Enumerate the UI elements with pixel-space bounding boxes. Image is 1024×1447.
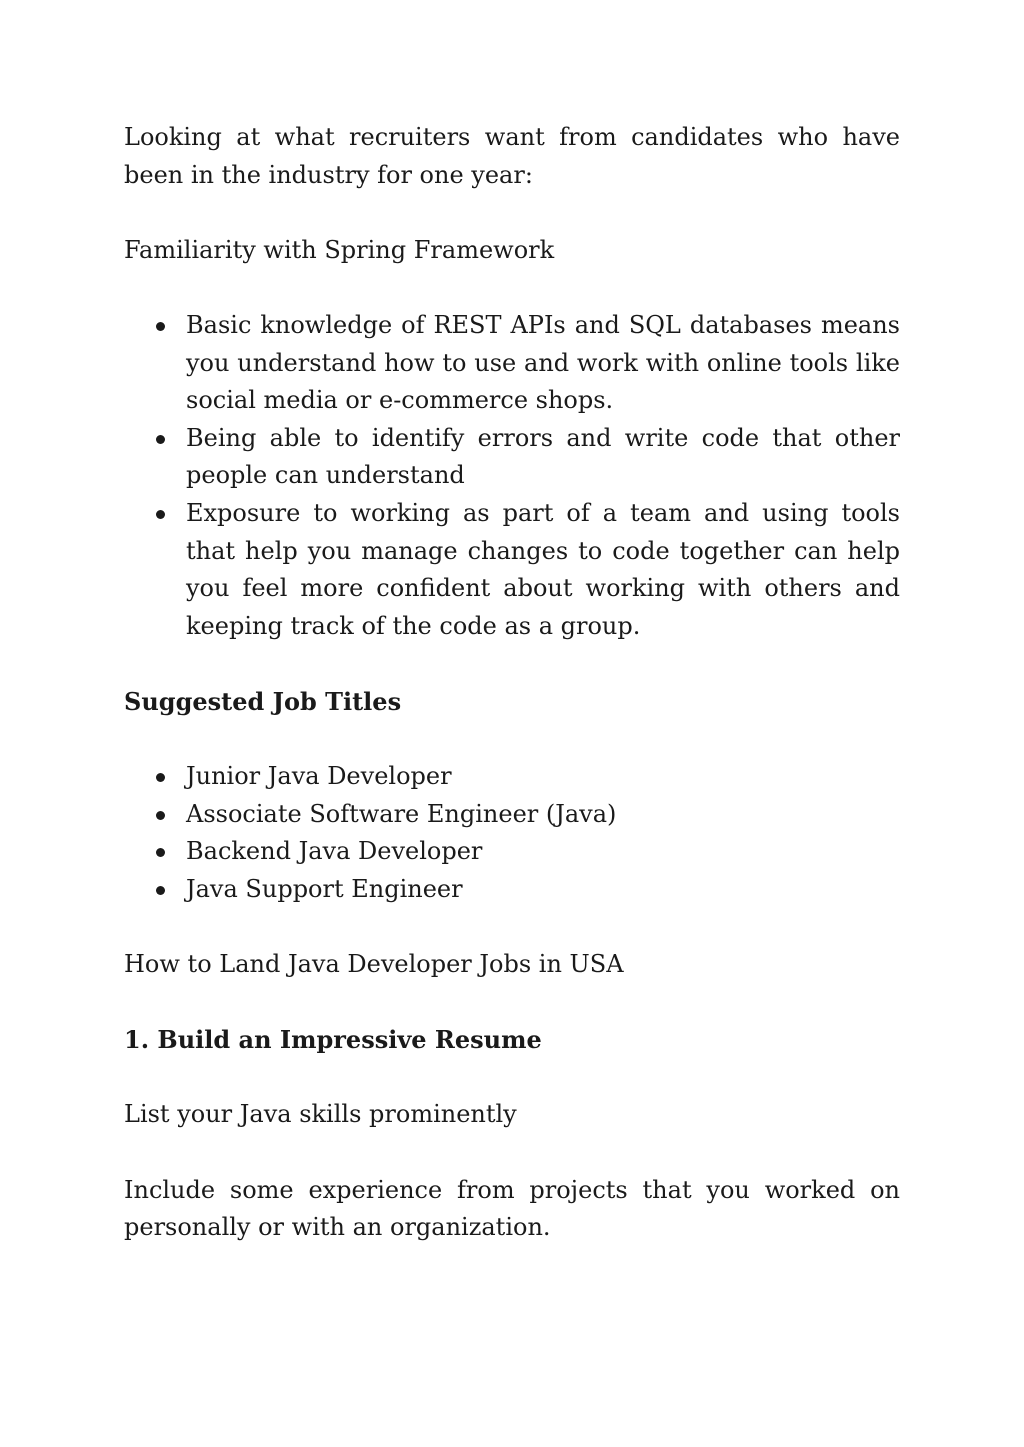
list-item [124,495,900,645]
bullet-icon [156,322,165,331]
list-item-text: Basic knowledge of REST APIs and SQL databases means you understand how to use and work with online tools like social media or e-commerce shops. [186,310,900,415]
list-item [124,833,900,871]
step1-paragraph-1: List your Java skills prominently [124,1100,517,1129]
intro-paragraph: Looking at what recruiters want from candidates who have been in the industry for one year: [124,123,900,189]
list-item [124,871,900,909]
job-titles-list [124,758,900,908]
bullet-icon [156,435,165,444]
list-item [124,307,900,420]
list-item-text: Exposure to working as part of a team and using tools that help you manage changes to code together can help you feel more confident about working with others and keeping track of the code as a group. [186,498,900,640]
list-item-text: Being able to identify errors and write code that other people can understand [186,423,900,490]
how-to-heading: How to Land Java Developer Jobs in USA [124,950,624,979]
bullet-icon [156,848,165,857]
list-item-text: Backend Java Developer [186,837,483,866]
skills-list [124,307,900,645]
bullet-icon [156,510,165,519]
list-item [124,796,900,834]
list-item [124,420,900,495]
document-page [124,119,900,1284]
step1-heading: 1. Build an Impressive Resume [124,1025,542,1055]
bullet-icon [156,811,165,820]
list-item [124,758,900,796]
bullet-icon [156,773,165,782]
list-item-text: Java Support Engineer [186,874,463,903]
step1-paragraph-2: Include some experience from projects that you worked on personally or with an organization. [124,1175,900,1242]
bullet-icon [156,886,165,895]
job-titles-heading: Suggested Job Titles [124,686,402,716]
list-item-text: Associate Software Engineer (Java) [186,799,617,828]
spring-heading: Familiarity with Spring Framework [124,235,555,264]
list-item-text: Junior Java Developer [186,762,452,791]
